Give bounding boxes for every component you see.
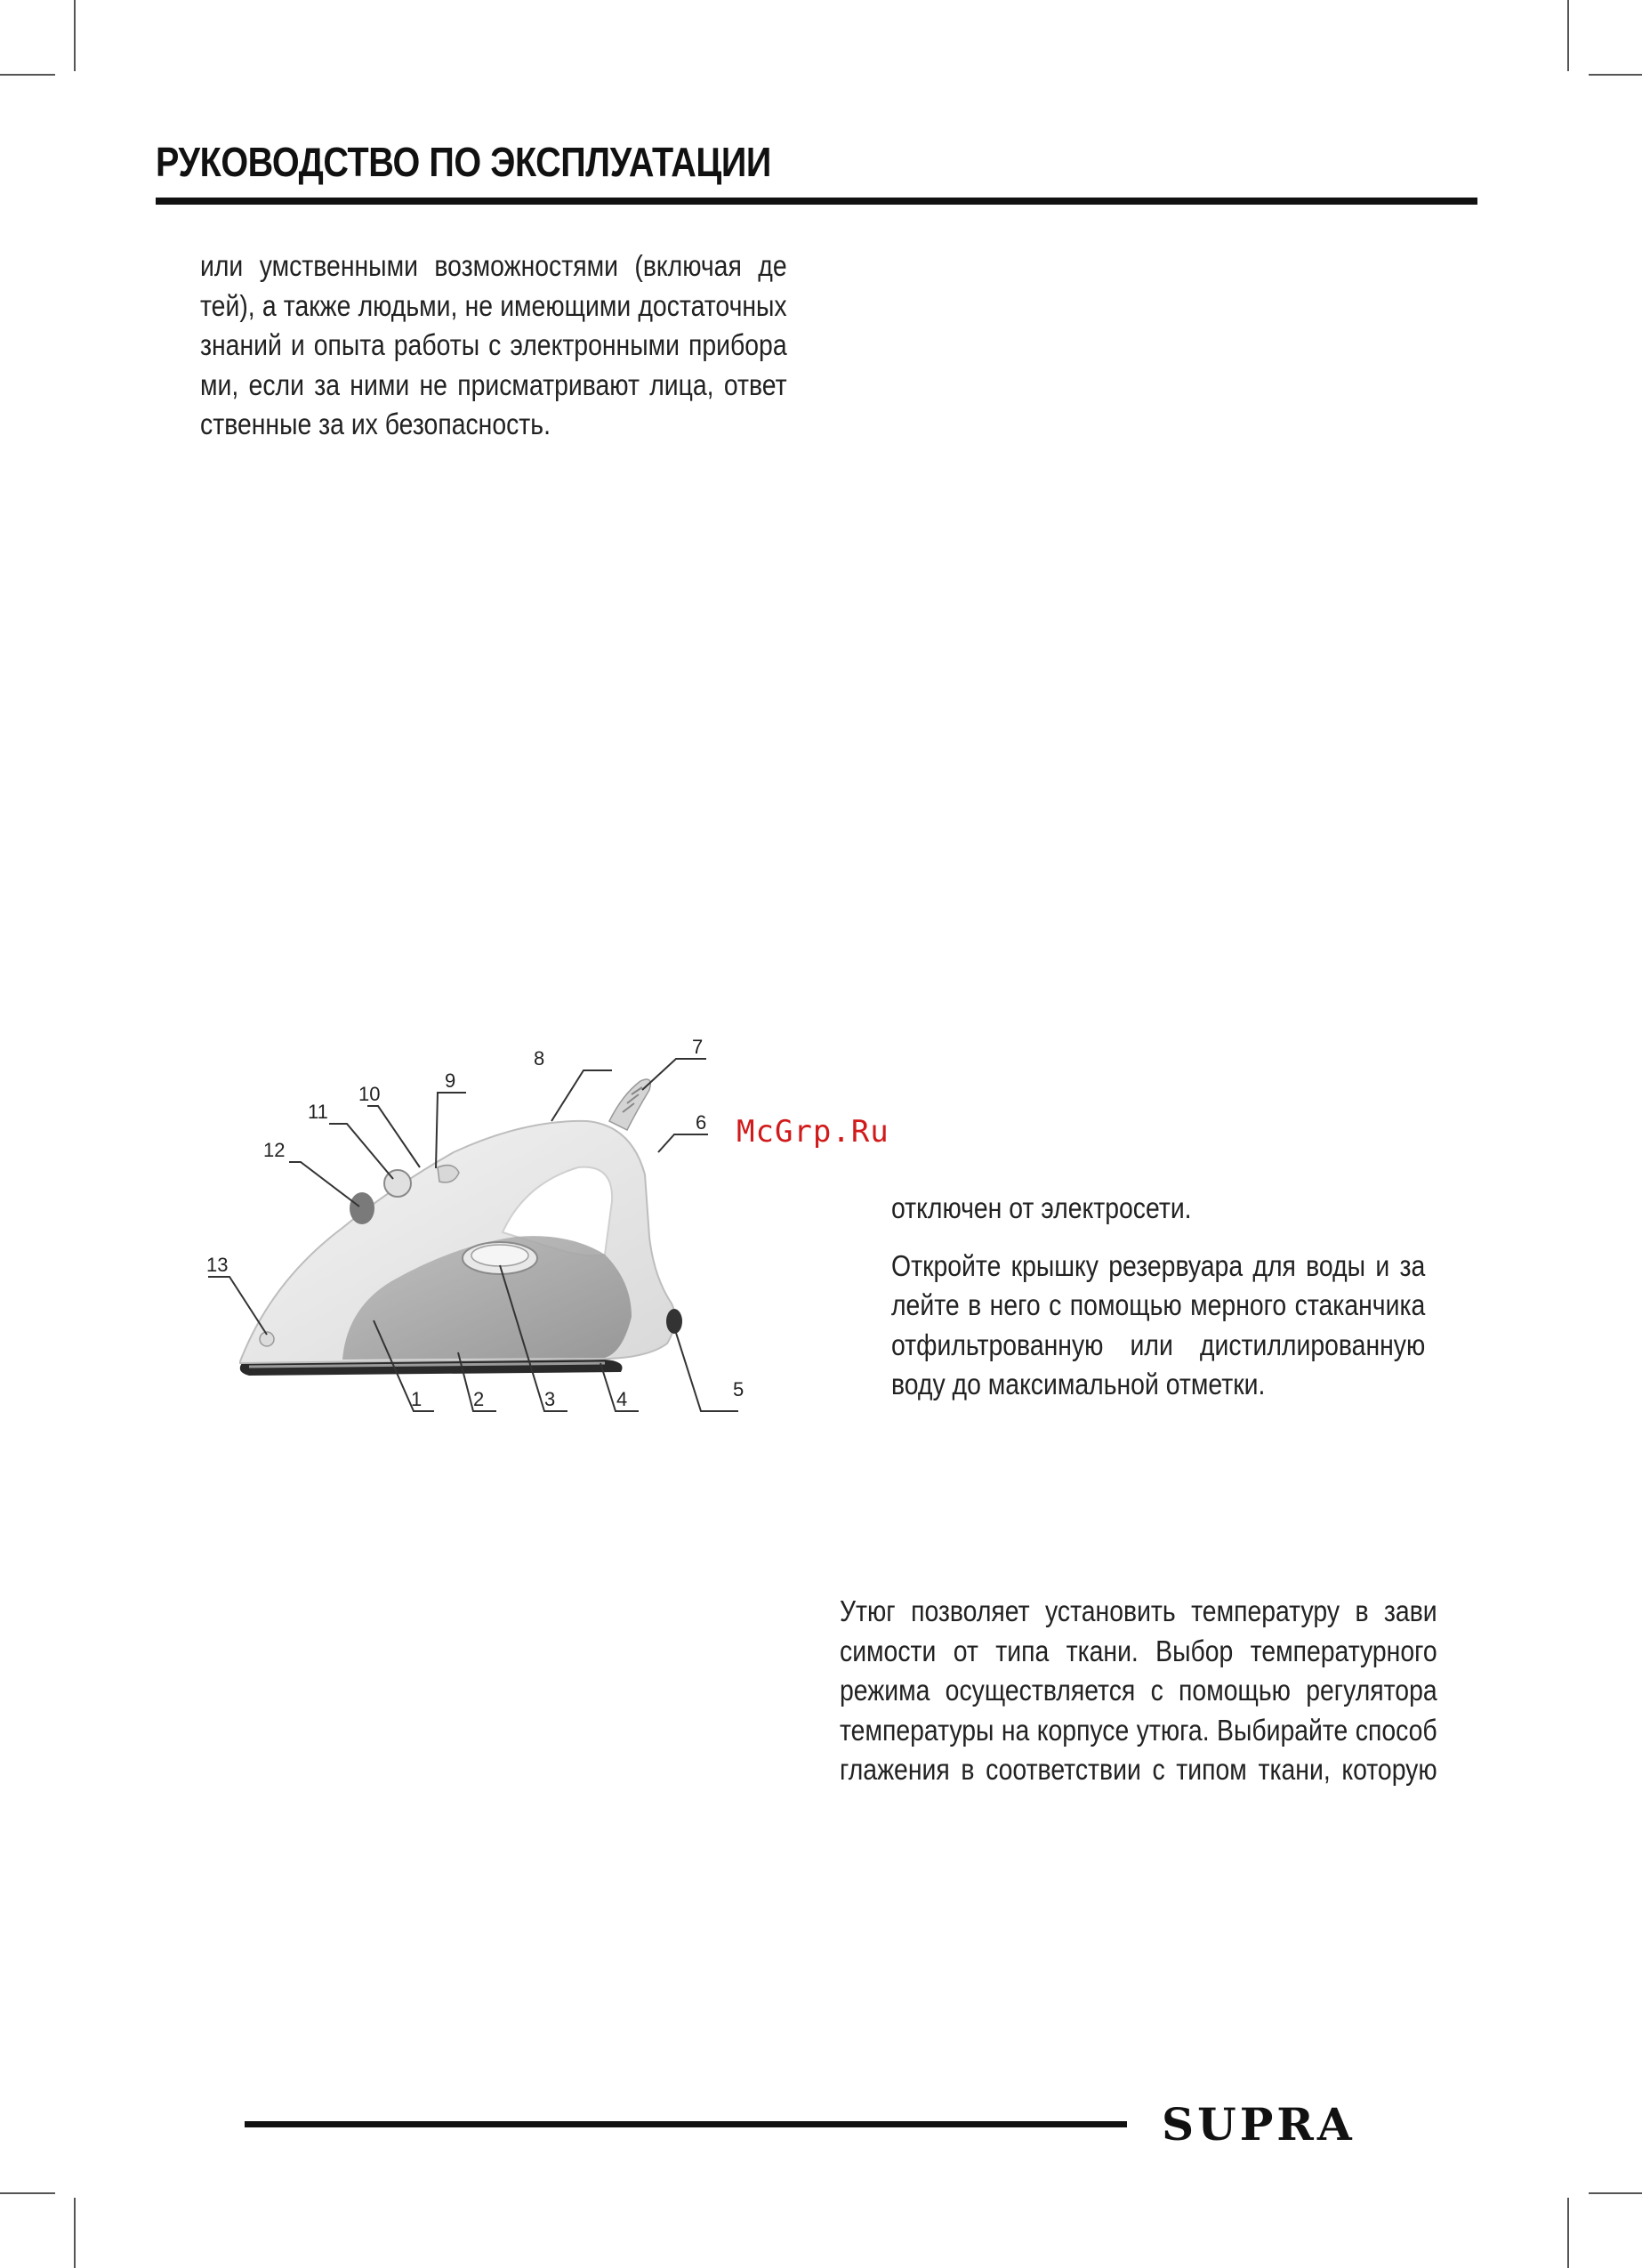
callout-label: 5 [733, 1378, 745, 1400]
fill-instructions [891, 1189, 1425, 1423]
text-line: тей), а также людьми, не имеющими достаточных [200, 288, 787, 322]
crop-mark [1567, 0, 1569, 71]
header-rule [156, 198, 1477, 205]
callout-label: 7 [692, 1036, 704, 1058]
crop-mark [0, 2192, 55, 2194]
crop-mark [1589, 2192, 1642, 2194]
text-line: режима осуществляется с помощью регулятора [840, 1674, 1437, 1707]
brand-logo: SUPRA [1162, 2098, 1356, 2151]
temperature-instructions [840, 1592, 1437, 1790]
crop-mark [0, 74, 55, 76]
callout-label: 2 [473, 1388, 485, 1410]
text-line: или умственными возможностями (включая де [200, 249, 787, 282]
callout-label: 1 [411, 1388, 423, 1410]
text-line: воду до максимальной отметки. [891, 1368, 1266, 1400]
watermark: McGrp.Ru [736, 1114, 889, 1150]
text-line: отфильтрованную или дистиллированную [891, 1328, 1426, 1361]
callout-label: 8 [534, 1047, 545, 1069]
text-line: ственные за их безопасность. [200, 408, 551, 440]
text-line: ми, если за ними не присматривают лица, ответ [200, 367, 787, 401]
callout-label: 11 [308, 1101, 328, 1123]
callout-label: 10 [358, 1083, 381, 1105]
callout-label: 12 [263, 1139, 286, 1161]
text-line: знаний и опыта работы с электронными прибора [200, 328, 787, 361]
warning-text [200, 246, 787, 445]
crop-mark [1567, 2198, 1569, 2268]
callout-label: 13 [206, 1254, 229, 1276]
text-line: лейте в него с помощью мерного стаканчика [891, 1288, 1426, 1321]
text-line: температуры на корпусе утюга. Выбирайте способ [840, 1713, 1437, 1747]
text-line: отключен от электросети. [891, 1191, 1192, 1224]
crop-mark [74, 0, 76, 71]
text-line: Утюг позволяет установить температуру в зави [840, 1594, 1437, 1627]
callout-label: 3 [544, 1388, 556, 1410]
footer-rule [245, 2121, 1127, 2127]
text-line: глажения в соответствии с типом ткани, которую [840, 1753, 1437, 1786]
crop-mark [1589, 74, 1642, 76]
crop-mark [74, 2198, 76, 2268]
page-title: РУКОВОДСТВО ПО ЭКСПЛУАТАЦИИ [156, 139, 771, 185]
callout-label: 6 [696, 1111, 707, 1134]
callout-label: 4 [616, 1388, 628, 1410]
iron-diagram [187, 961, 801, 1441]
text-line: Откройте крышку резервуара для воды и за [891, 1248, 1426, 1282]
text-line: симости от типа ткани. Выбор температурного [840, 1634, 1437, 1667]
callout-label: 9 [445, 1069, 456, 1092]
